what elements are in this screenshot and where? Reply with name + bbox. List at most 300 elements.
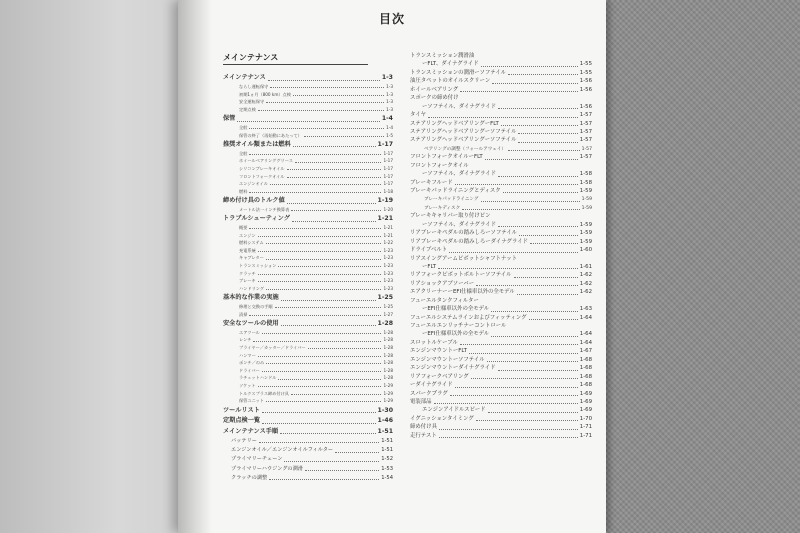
toc-entry-title: 締め付け具 xyxy=(410,424,437,431)
toc-entry xyxy=(223,156,393,164)
toc-entry-title: ブレーキフルード xyxy=(410,179,453,186)
toc-entry-title: エアクリーナーーEFI仕様車以外の全モデル xyxy=(410,289,515,296)
toc-entry-title: ポンチ／のみ xyxy=(239,360,265,366)
toc-leader xyxy=(498,226,578,227)
toc-entry-title: 全般 xyxy=(239,124,248,130)
toc-entry-page: 1-52 xyxy=(381,456,393,463)
toc-entry xyxy=(410,220,592,228)
toc-entry-page: 1-69 xyxy=(579,407,592,414)
toc-entry-page: 1-64 xyxy=(579,339,592,346)
toc-entry xyxy=(410,228,592,236)
toc-page xyxy=(178,0,606,533)
toc-entry-page: 1-29 xyxy=(383,398,393,404)
toc-entry xyxy=(410,119,592,127)
toc-entry-title: スポークの締め付け xyxy=(410,95,459,102)
toc-entry-title: 定期点検一覧 xyxy=(223,417,261,425)
toc-entry xyxy=(410,355,592,363)
toc-entry-title: リアショックアブソーバー xyxy=(410,280,475,287)
toc-entry-title: リアスイングアームピボットシャフトナット xyxy=(410,255,518,262)
toc-entry-page: 1-27 xyxy=(383,311,393,317)
toc-leader xyxy=(476,285,578,286)
toc-entry-title: ドライブベルト xyxy=(410,247,448,254)
toc-leader xyxy=(488,412,578,413)
toc-leader xyxy=(249,228,381,229)
toc-entry-page: 1-3 xyxy=(386,91,393,97)
toc-leader xyxy=(471,378,578,379)
toc-entry-page: 1-56 xyxy=(579,78,592,85)
toc-entry-page: 1-55 xyxy=(579,69,592,76)
toc-entry xyxy=(410,380,592,388)
toc-entry-page: 1-59 xyxy=(581,205,592,211)
toc-entry-title: プライマリーハウジングの潤滑 xyxy=(231,465,303,472)
toc-entry-page: 1-58 xyxy=(579,171,592,178)
toc-entry xyxy=(223,179,393,187)
toc-leader xyxy=(305,470,379,471)
toc-leader xyxy=(518,142,577,143)
toc-leader xyxy=(258,251,382,252)
toc-entry-title: ーソフテイル、ダイナグライド xyxy=(422,103,496,110)
toc-entry xyxy=(410,279,592,287)
toc-leader xyxy=(268,80,380,81)
toc-entry xyxy=(410,178,592,186)
toc-entry-page: 1-23 xyxy=(383,278,393,284)
toc-entry-page: 1-28 xyxy=(383,375,393,381)
toc-entry xyxy=(410,338,592,346)
toc-leader xyxy=(266,289,381,290)
toc-leader xyxy=(481,66,578,67)
toc-entry-title: 保管の終了（再始動にあたって） xyxy=(239,132,302,138)
toc-leader xyxy=(487,361,578,362)
toc-entry-page: 1-25 xyxy=(383,304,393,310)
toc-entry-page: 1-57 xyxy=(579,137,592,144)
toc-entry xyxy=(410,194,592,202)
toc-entry-title: ツールリスト xyxy=(223,406,260,414)
toc-entry-title: 保管ユニット xyxy=(239,398,264,404)
toc-entry-title: ブレーキパッドライニング xyxy=(424,197,479,203)
toc-leader xyxy=(275,307,382,308)
toc-entry-page: 1-3 xyxy=(381,74,393,82)
toc-leader xyxy=(266,102,384,103)
toc-entry-page: 1-23 xyxy=(383,263,393,269)
toc-leader xyxy=(438,268,578,269)
toc-entry-title: エンジンマウントーソフテイル xyxy=(410,356,485,363)
toc-entry-title: ハンドリング xyxy=(239,285,265,291)
toc-leader xyxy=(270,184,382,185)
toc-entry xyxy=(410,161,592,169)
toc-entry-page: 1-71 xyxy=(579,424,592,431)
toc-leader xyxy=(258,281,382,282)
toc-entry-page: 1-17 xyxy=(377,141,393,149)
toc-entry-title: フューエルエンリッチナーコントロール xyxy=(410,323,507,330)
toc-entry-title: 推奨オイル類または燃料 xyxy=(223,141,291,149)
toc-entry xyxy=(223,205,393,213)
toc-entry-page: 1-3 xyxy=(386,106,393,112)
toc-entry-page: 1-20 xyxy=(383,206,393,212)
toc-entry xyxy=(410,254,592,262)
toc-entry-title: リアブレーキペダルの踏みしろーソフテイル xyxy=(410,230,518,237)
toc-entry xyxy=(410,287,592,295)
toc-leader xyxy=(455,387,578,388)
toc-section-heading: メインテナンス xyxy=(223,52,368,65)
toc-entry xyxy=(223,396,393,404)
toc-entry-page: 1-18 xyxy=(383,188,393,194)
toc-entry-title: ハンマー xyxy=(239,352,256,358)
toc-leader xyxy=(530,243,578,244)
toc-entry-title: ーFLT、ダイナグライド xyxy=(422,61,479,68)
toc-entry-page: 1-23 xyxy=(383,255,393,261)
toc-entry-title: トルクスプラス締め付け具 xyxy=(239,390,289,396)
toc-leader xyxy=(281,325,376,326)
toc-entry-title: トランスミッション xyxy=(239,263,277,269)
toc-entry xyxy=(410,270,592,278)
toc-entry-page: 1-17 xyxy=(383,181,393,187)
page-title: 目次 xyxy=(378,12,405,26)
toc-entry xyxy=(223,327,393,335)
toc-entry-page: 1-23 xyxy=(383,270,393,276)
toc-entry-title: ブレーキ xyxy=(239,278,256,284)
toc-entry-title: ブレーキキャリパー取り付けピン xyxy=(410,213,491,220)
toc-entry xyxy=(223,268,393,276)
toc-entry xyxy=(223,435,393,444)
toc-leader xyxy=(498,108,578,109)
toc-entry xyxy=(410,262,592,270)
toc-entry xyxy=(410,68,592,76)
toc-entry-page: 1-57 xyxy=(579,128,592,135)
toc-entry-title: ーソフテイル、ダイナグライド xyxy=(422,171,496,178)
toc-entry-title: 締め付け具のトルク値 xyxy=(223,197,285,205)
toc-entry-page: 1-57 xyxy=(581,146,592,152)
toc-entry-page: 1-68 xyxy=(579,365,592,372)
toc-entry xyxy=(410,397,592,405)
toc-entry-title: イグニッションタイミング xyxy=(410,415,474,422)
toc-leader xyxy=(253,341,381,342)
toc-entry-page: 1-29 xyxy=(383,390,393,396)
toc-entry-page: 1-62 xyxy=(579,289,592,296)
toc-entry xyxy=(410,321,592,329)
toc-entry-page: 1-28 xyxy=(383,360,393,366)
toc-entry-title: 充電系統 xyxy=(239,247,256,253)
toc-entry-title: メートル法一インチ換算表 xyxy=(239,206,290,212)
toc-entry xyxy=(223,261,393,269)
toc-leader xyxy=(258,110,384,111)
toc-leader xyxy=(258,274,382,275)
toc-leader xyxy=(439,429,578,430)
toc-leader xyxy=(249,315,381,316)
toc-entry-title: トランスミッション潤滑油 xyxy=(410,53,475,60)
toc-leader xyxy=(508,150,580,151)
toc-entry-title: エンジンオイル／エンジンオイルフィルター xyxy=(231,447,334,454)
toc-entry-title: クラッチの調整 xyxy=(231,474,268,481)
toc-leader xyxy=(266,363,381,364)
toc-entry xyxy=(223,335,393,343)
toc-entry-page: 1-4 xyxy=(381,115,393,123)
toc-leader xyxy=(287,177,382,178)
toc-entry xyxy=(410,346,592,354)
toc-entry xyxy=(223,414,393,425)
toc-entry xyxy=(223,245,393,253)
toc-entry-page: 1-62 xyxy=(579,272,592,279)
toc-entry-page: 1-63 xyxy=(579,306,592,313)
toc-entry-title: ステアリングヘッドベアリングーFLT xyxy=(410,120,499,127)
toc-left-list xyxy=(223,71,393,481)
toc-entry-page: 1-59 xyxy=(579,221,592,228)
toc-entry-page: 1-5 xyxy=(386,132,393,138)
toc-leader xyxy=(335,452,379,453)
toc-entry-title: バッテリー xyxy=(231,438,257,445)
toc-leader xyxy=(266,401,382,402)
toc-leader xyxy=(501,125,578,126)
toc-entry-page: 1-28 xyxy=(383,367,393,373)
toc-entry-page: 1-4 xyxy=(386,124,393,130)
toc-leader xyxy=(514,277,578,278)
toc-entry-page: 1-54 xyxy=(381,474,393,481)
toc-leader xyxy=(291,394,381,395)
toc-entry xyxy=(223,238,393,246)
toc-entry-title: キャブレター xyxy=(239,255,264,261)
toc-entry-page: 1-67 xyxy=(579,348,592,355)
toc-entry xyxy=(410,431,592,439)
toc-entry-page: 1-28 xyxy=(383,344,393,350)
toc-entry-title: メインテナンス手順 xyxy=(223,427,279,435)
toc-entry xyxy=(223,358,393,366)
toc-entry xyxy=(410,85,592,93)
toc-entry-title: 清掃 xyxy=(239,311,248,317)
toc-leader xyxy=(295,162,382,163)
toc-leader xyxy=(508,74,578,75)
toc-leader xyxy=(278,379,381,380)
toc-entry xyxy=(410,144,592,152)
toc-leader xyxy=(498,176,578,177)
toc-entry xyxy=(410,329,592,337)
toc-entry xyxy=(223,194,393,205)
toc-entry-title: ブレーキディスク xyxy=(424,205,461,211)
toc-entry xyxy=(223,230,393,238)
toc-leader xyxy=(293,95,384,96)
toc-entry xyxy=(223,130,393,138)
toc-leader xyxy=(481,201,580,202)
toc-entry xyxy=(223,148,393,156)
toc-leader xyxy=(287,169,382,170)
toc-left-column xyxy=(223,52,393,481)
toc-entry-title: エンジンアイドルスピード xyxy=(422,407,486,414)
toc-entry-page: 1-59 xyxy=(579,238,592,245)
toc-entry-page: 1-57 xyxy=(579,154,592,161)
toc-leader xyxy=(266,243,382,244)
toc-entry-title: ドライバー xyxy=(239,367,260,373)
toc-entry-page: 1-19 xyxy=(377,197,393,205)
toc-entry-title: フューエルタンクフィルター xyxy=(410,297,479,304)
toc-leader xyxy=(287,203,376,204)
toc-entry-page: 1-28 xyxy=(377,320,393,328)
toc-entry xyxy=(410,127,592,135)
toc-entry-title: 安全運転保守 xyxy=(239,99,265,105)
toc-leader xyxy=(249,192,381,193)
toc-entry xyxy=(223,365,393,373)
toc-entry xyxy=(223,253,393,261)
toc-entry-page: 1-51 xyxy=(381,447,393,454)
toc-entry xyxy=(223,276,393,284)
toc-entry-page: 1-59 xyxy=(579,188,592,195)
toc-entry xyxy=(223,223,393,231)
toc-entry-title: ーFLT xyxy=(422,263,437,270)
toc-entry xyxy=(223,317,393,328)
toc-leader xyxy=(237,121,379,122)
toc-entry-page: 1-68 xyxy=(579,373,592,380)
toc-entry xyxy=(223,89,393,97)
toc-leader xyxy=(262,371,382,372)
toc-entry xyxy=(223,123,393,131)
toc-entry-page: 1-17 xyxy=(383,173,393,179)
toc-entry-title: レンチ xyxy=(239,337,252,343)
toc-entry-page: 1-28 xyxy=(383,329,393,335)
toc-entry-page: 1-22 xyxy=(383,240,393,246)
toc-leader xyxy=(450,395,578,396)
toc-entry xyxy=(223,454,393,463)
toc-entry xyxy=(223,283,393,291)
toc-entry xyxy=(223,373,393,381)
toc-entry-title: エンジン xyxy=(239,232,256,238)
toc-entry xyxy=(223,112,393,123)
toc-entry-title: フューエルシステムラインおよびフィッティング xyxy=(410,314,527,321)
toc-entry-title: 走行テスト xyxy=(410,432,437,439)
toc-leader xyxy=(292,221,376,222)
toc-entry-page: 1-51 xyxy=(377,427,393,435)
toc-entry-title: リアフォークピボットボルトーソフテイル xyxy=(410,272,512,279)
toc-entry xyxy=(223,381,393,389)
toc-entry-page: 1-23 xyxy=(383,247,393,253)
toc-entry xyxy=(223,425,393,436)
toc-entry-title: 初期1ヵ月（800 km）点検 xyxy=(239,91,291,97)
toc-entry-title: ーEFI仕様車以外の全モデル xyxy=(422,306,490,313)
toc-entry-title: 電装部品 xyxy=(410,398,432,405)
toc-entry-page: 1-70 xyxy=(579,415,592,422)
toc-entry xyxy=(410,93,592,101)
toc-entry-page: 1-17 xyxy=(383,158,393,164)
toc-entry-title: トラブルシューティング xyxy=(223,215,290,223)
toc-entry xyxy=(223,164,393,172)
toc-leader xyxy=(284,461,379,462)
toc-entry-page: 1-3 xyxy=(386,99,393,105)
toc-entry xyxy=(410,363,592,371)
toc-entry-title: ステアリングヘッドベアリングーソフテイル xyxy=(410,128,517,135)
toc-leader xyxy=(529,319,578,320)
toc-entry-page: 1-59 xyxy=(579,230,592,237)
toc-entry-title: スロットルケーブル xyxy=(410,339,458,346)
toc-entry-page: 1-69 xyxy=(579,390,592,397)
toc-entry-title: 概要 xyxy=(239,225,248,231)
toc-entry xyxy=(410,211,592,219)
toc-leader xyxy=(503,192,578,193)
toc-entry xyxy=(223,138,393,149)
toc-entry-page: 1-61 xyxy=(579,263,592,270)
toc-entry-page: 1-68 xyxy=(579,382,592,389)
toc-leader xyxy=(439,437,578,438)
toc-entry-page: 1-29 xyxy=(383,382,393,388)
toc-entry-page: 1-55 xyxy=(579,61,592,68)
toc-entry xyxy=(223,388,393,396)
toc-leader xyxy=(280,433,375,434)
toc-entry xyxy=(410,186,592,194)
toc-leader xyxy=(462,209,579,210)
toc-entry xyxy=(223,82,393,90)
toc-entry-title: 基本的な作業の実施 xyxy=(223,294,279,302)
toc-entry xyxy=(223,97,393,105)
toc-entry-title: ベアリングの調整（フォールアウェイ） xyxy=(424,146,506,152)
toc-leader xyxy=(485,159,578,160)
toc-entry-title: エンジンマウントーダイナグライド xyxy=(410,365,496,372)
toc-leader xyxy=(519,235,578,236)
toc-entry-title: ブレーキパッドライニングとディスク xyxy=(410,188,501,195)
toc-leader xyxy=(455,184,578,185)
toc-entry-page: 1-51 xyxy=(381,438,393,445)
toc-entry-title: トランスミッションの潤滑ーソフテイル xyxy=(410,69,507,76)
toc-entry-page: 1-60 xyxy=(579,247,592,254)
toc-entry-page: 1-68 xyxy=(579,356,592,363)
toc-entry xyxy=(410,169,592,177)
toc-leader xyxy=(259,442,379,443)
toc-leader xyxy=(258,236,382,237)
toc-entry-title: ーEFI仕様車以外の全モデル xyxy=(422,331,490,338)
toc-entry xyxy=(410,152,592,160)
toc-entry-title: 修理と交換の手順 xyxy=(239,304,273,310)
toc-entry xyxy=(223,472,393,481)
toc-leader xyxy=(476,420,578,421)
page-gutter xyxy=(178,0,212,533)
toc-entry xyxy=(410,135,592,143)
toc-leader xyxy=(262,423,375,424)
toc-entry-title: 燃料 xyxy=(239,188,248,194)
toc-entry-title: 安全なツールの使用 xyxy=(223,320,279,328)
toc-entry-title: スパークプラグ xyxy=(410,390,448,397)
toc-entry-title: リアフォークベアリング xyxy=(410,373,469,380)
toc-entry-page: 1-21 xyxy=(383,232,393,238)
toc-leader xyxy=(249,154,381,155)
toc-entry-title: フロントフォークオイルーFLT xyxy=(410,154,483,161)
toc-leader xyxy=(293,146,376,147)
toc-entry-page: 1-62 xyxy=(579,280,592,287)
toc-leader xyxy=(269,479,379,480)
toc-leader xyxy=(266,259,382,260)
toc-entry-title: メインテナンス xyxy=(223,74,266,82)
toc-entry xyxy=(410,102,592,110)
toc-leader xyxy=(469,353,578,354)
toc-entry-page: 1-64 xyxy=(579,314,592,321)
toc-entry-title: ーソフテイル、ダイナグライド xyxy=(422,221,496,228)
toc-entry-title: シリコンブレーキオイル xyxy=(239,165,285,171)
toc-entry xyxy=(410,203,592,211)
toc-entry xyxy=(223,302,393,310)
toc-right-column xyxy=(410,51,592,439)
toc-entry-page: 1-56 xyxy=(579,103,592,110)
toc-entry xyxy=(410,313,592,321)
toc-leader xyxy=(308,348,382,349)
toc-entry-page: 1-53 xyxy=(381,465,393,472)
toc-leader xyxy=(281,300,376,301)
toc-leader xyxy=(304,136,384,137)
toc-leader xyxy=(498,370,578,371)
toc-entry xyxy=(410,51,592,59)
toc-entry-page: 1-71 xyxy=(579,432,592,439)
toc-entry-title: プライマリーチェーン xyxy=(231,456,283,463)
toc-entry-page: 1-23 xyxy=(383,285,393,291)
toc-entry-title: フロントフォークオイル xyxy=(410,162,469,169)
toc-entry xyxy=(223,104,393,112)
toc-entry xyxy=(223,212,393,223)
toc-entry-page: 1-64 xyxy=(579,331,592,338)
toc-entry-page: 1-57 xyxy=(579,112,592,119)
toc-entry xyxy=(410,414,592,422)
toc-entry-title: ホイールベアリング xyxy=(410,86,459,93)
